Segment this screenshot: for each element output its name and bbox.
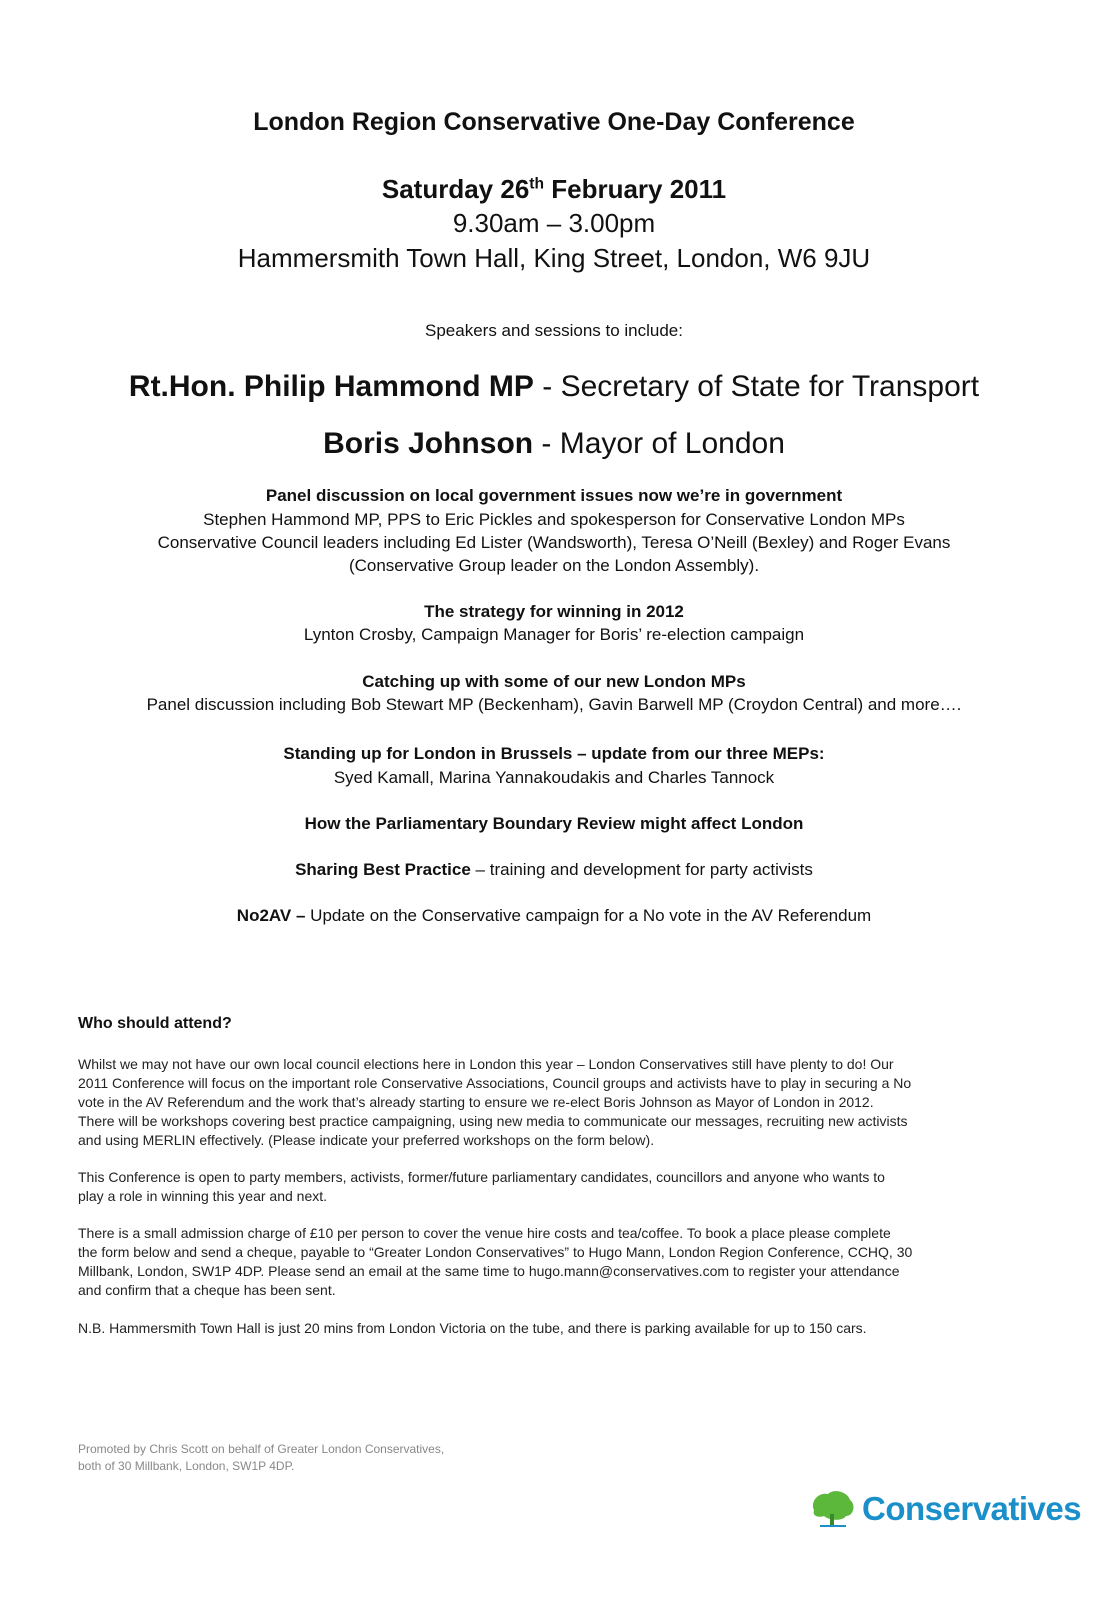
footer-line: Promoted by Chris Scott on behalf of Greater London Conservatives,	[78, 1442, 445, 1456]
session-title: Catching up with some of our new London MPs	[362, 672, 746, 691]
session-title: No2AV –	[236, 906, 306, 925]
paragraph-line: and confirm that a cheque has been sent.	[78, 1282, 336, 1298]
event-venue: Hammersmith Town Hall, King Street, London, W6 9JU	[237, 243, 871, 273]
speakers-intro: Speakers and sessions to include:	[425, 321, 683, 340]
session-title: Panel discussion on local government issues now we’re in government	[265, 486, 843, 505]
session-title: How the Parliamentary Boundary Review might affect London	[304, 814, 804, 833]
session-best-practice	[0, 860, 1108, 880]
session-no2av	[0, 906, 1108, 926]
oak-tree-icon	[808, 1488, 856, 1530]
event-date	[0, 174, 1108, 205]
session-line: – training and development for party activists	[470, 860, 813, 879]
event-time: 9.30am – 3.00pm	[452, 208, 656, 238]
logo-text: Conservatives	[862, 1490, 1082, 1527]
session-title: Standing up for London in Brussels – update from our three MEPs:	[283, 744, 825, 763]
session-title: Sharing Best Practice	[295, 860, 471, 879]
session-line: Conservative Council leaders including Ed Lister (Wandsworth), Teresa O’Neill (Bexley) and Roger Evans	[157, 533, 951, 552]
paragraph-line: play a role in winning this year and next.	[78, 1188, 328, 1204]
speaker-name: Rt.Hon. Philip Hammond MP	[128, 370, 534, 403]
paragraph-line: Whilst we may not have our own local council elections here in London this year – London Conservatives still have plenty to do! Our	[78, 1056, 894, 1072]
session-line: (Conservative Group leader on the London Assembly).	[348, 556, 760, 575]
attend-heading: Who should attend?	[78, 1015, 232, 1032]
session-title: The strategy for winning in 2012	[424, 602, 684, 621]
session-line: Panel discussion including Bob Stewart MP (Beckenham), Gavin Barwell MP (Croydon Central) and more….	[146, 695, 962, 714]
paragraph-line: There will be workshops covering best practice campaigning, using new media to communicate our messages, recruiting new activists	[78, 1113, 908, 1129]
paragraph-line: the form below and send a cheque, payable to “Greater London Conservatives” to Hugo Mann, London Region Conference, CCHQ, 30	[78, 1244, 913, 1260]
page-title: London Region Conservative One-Day Conference	[253, 108, 855, 136]
speaker-hammond	[0, 370, 1108, 404]
paragraph-line: 2011 Conference will focus on the important role Conservative Associations, Council groups and activists have to play in securing a No	[78, 1075, 912, 1091]
session-line: Syed Kamall, Marina Yannakoudakis and Charles Tannock	[333, 768, 775, 787]
speaker-role: - Mayor of London	[533, 427, 785, 460]
paragraph-line: This Conference is open to party members, activists, former/future parliamentary candidates, councillors and anyone who wants to	[78, 1169, 885, 1185]
date-rest: February 2011	[544, 174, 727, 204]
date-sup: th	[529, 175, 544, 193]
footer-line: both of 30 Millbank, London, SW1P 4DP.	[78, 1459, 295, 1473]
conservatives-logo	[808, 1488, 1081, 1530]
paragraph-line: Millbank, London, SW1P 4DP. Please send an email at the same time to hugo.mann@conservatives.com to register your attendance	[78, 1263, 900, 1279]
paragraph-line: There is a small admission charge of £10 per person to cover the venue hire costs and tea/coffee. To book a place please complete	[78, 1225, 891, 1241]
paragraph-line: N.B. Hammersmith Town Hall is just 20 mins from London Victoria on the tube, and there is parking available for up to 150 cars.	[78, 1320, 867, 1336]
speaker-johnson	[0, 427, 1108, 461]
date-day: Saturday 26	[381, 174, 530, 204]
paragraph-line: and using MERLIN effectively. (Please indicate your preferred workshops on the form below).	[78, 1132, 655, 1148]
session-line: Lynton Crosby, Campaign Manager for Boris’ re-election campaign	[303, 625, 805, 644]
speaker-role: - Secretary of State for Transport	[533, 370, 980, 403]
paragraph-line: vote in the AV Referendum and the work that’s already starting to ensure we re-elect Boris Johnson as Mayor of London in 2012.	[78, 1094, 874, 1110]
session-line: Stephen Hammond MP, PPS to Eric Pickles and spokesperson for Conservative London MPs	[203, 510, 905, 529]
speaker-name: Boris Johnson	[323, 427, 534, 460]
session-line: Update on the Conservative campaign for a No vote in the AV Referendum	[305, 906, 872, 925]
